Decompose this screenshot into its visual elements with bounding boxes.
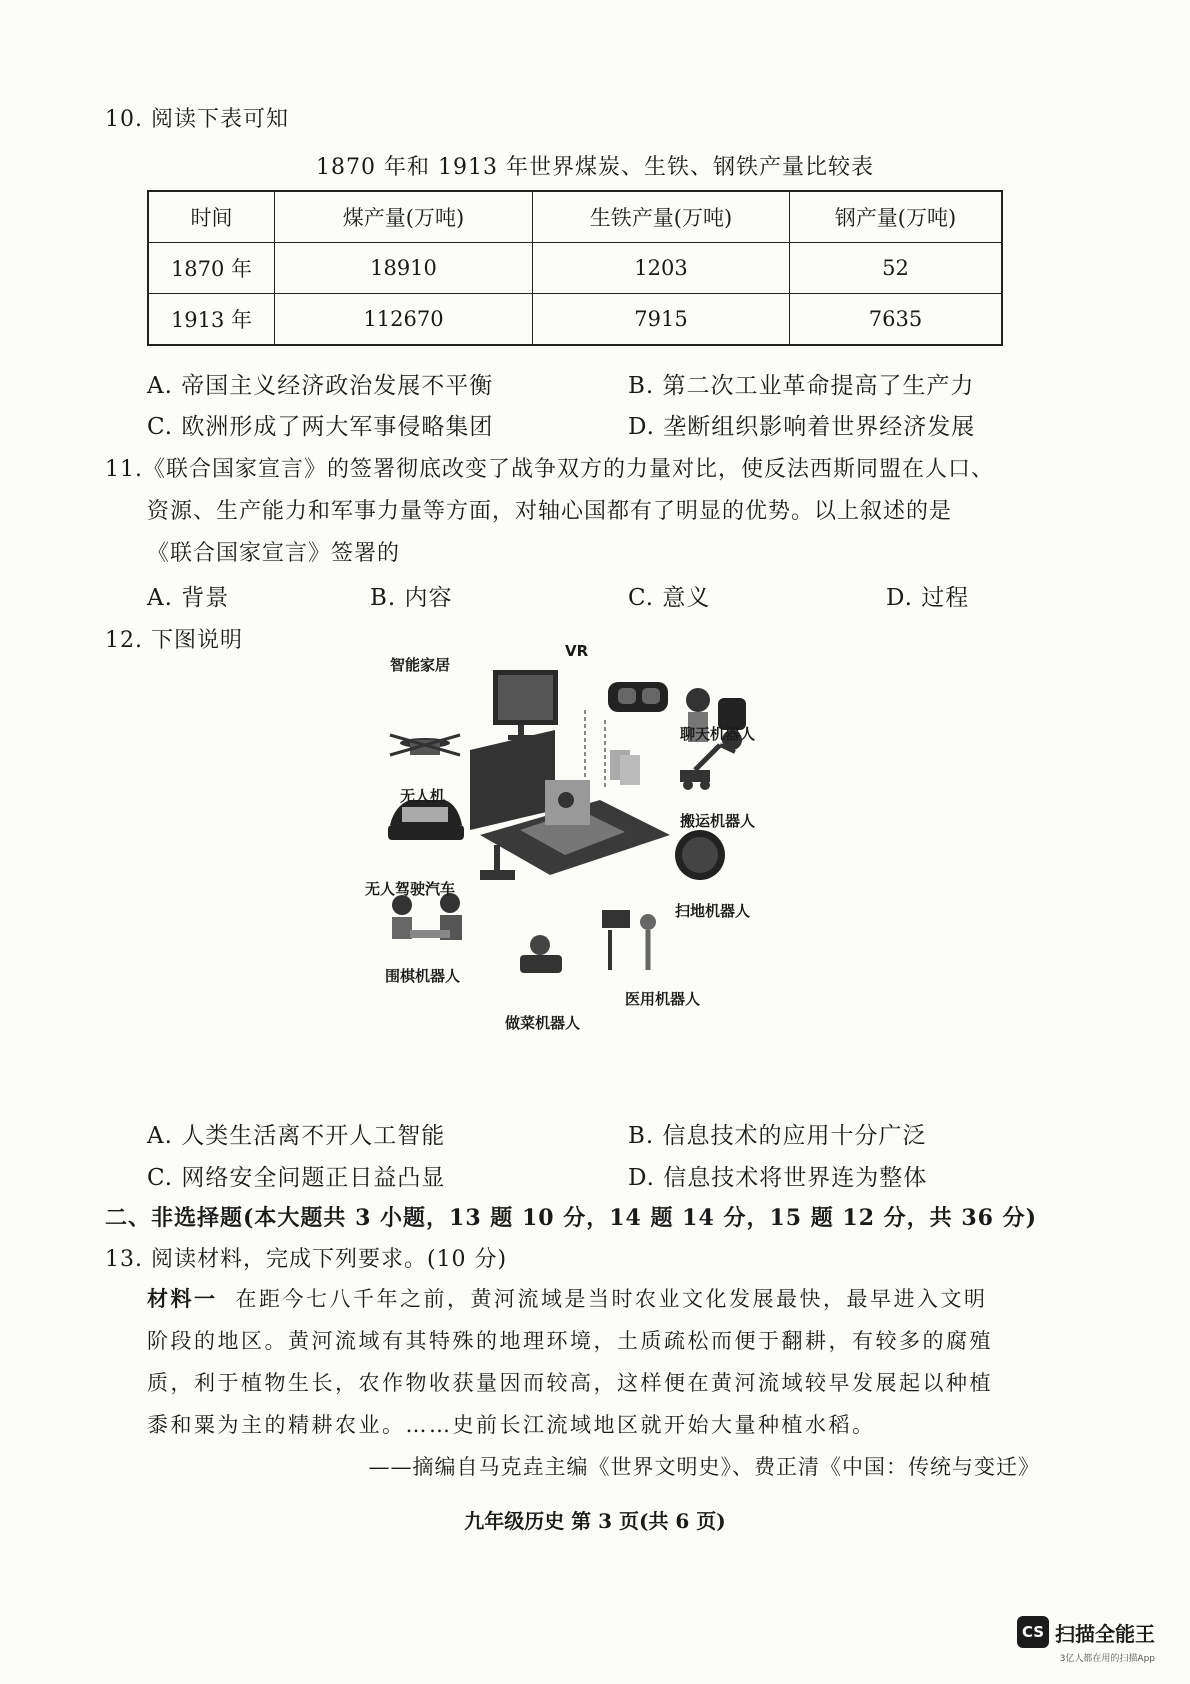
table-row	[148, 294, 1002, 346]
table-header: 煤产量(万吨)	[275, 191, 533, 243]
table-cell: 1870 年	[148, 243, 275, 294]
cooking-robot-icon	[520, 935, 562, 973]
transport-robot-icon	[680, 745, 735, 790]
smart-home-monitor-icon	[493, 670, 558, 740]
table-title: 1870 年和 1913 年世界煤炭、生铁、钢铁产量比较表	[316, 155, 874, 180]
production-table	[147, 190, 1003, 346]
material-line-4: 黍和粟为主的精耕农业。……史前长江流域地区就开始大量种植水稻。	[147, 1413, 876, 1437]
material-source: ——摘编自马克垚主编《世界文明史》、费正清《中国：传统与变迁》	[368, 1455, 1040, 1479]
label-cooking-robot: 做菜机器人	[505, 1014, 581, 1032]
q11-line-1: 11.《联合国家宣言》的签署彻底改变了战争双方的力量对比，使反法西斯同盟在人口、	[105, 457, 994, 482]
question-10-stem: 10. 阅读下表可知	[105, 107, 289, 132]
table-cell: 112670	[275, 294, 533, 346]
camscanner-logo-icon: CS	[1017, 1616, 1049, 1648]
label-vr: VR	[565, 642, 589, 660]
q11-option-a: A. 背景	[147, 585, 230, 611]
drone-icon	[390, 735, 460, 755]
section-2-heading: 二、非选择题(本大题共 3 小题，13 题 10 分，14 题 14 分，15 题 12 分，共 36 分)	[105, 1205, 1038, 1231]
q10-option-a: A. 帝国主义经济政治发展不平衡	[147, 373, 494, 399]
q11-line-2: 资源、生产能力和军事力量等方面，对轴心国都有了明显的优势。以上叙述的是	[147, 499, 953, 524]
question-13-stem: 13. 阅读材料，完成下列要求。(10 分)	[105, 1247, 508, 1272]
table-cell: 1203	[533, 243, 790, 294]
label-transport-robot: 搬运机器人	[680, 812, 756, 830]
label-smart-home: 智能家居	[390, 656, 451, 674]
ai-applications-figure	[365, 642, 820, 1100]
label-sweeping-robot: 扫地机器人	[675, 902, 751, 920]
medical-robot-icon	[602, 910, 656, 970]
q11-option-c: C. 意义	[628, 585, 711, 611]
camscanner-name: 扫描全能王	[1055, 1621, 1155, 1646]
table-header: 钢产量(万吨)	[790, 191, 1003, 243]
go-robot-icon	[392, 893, 462, 940]
label-chat-robot: 聊天机器人	[680, 725, 756, 743]
q11-option-b: B. 内容	[370, 585, 453, 611]
q10-option-c: C. 欧洲形成了两大军事侵略集团	[147, 414, 494, 440]
table-header: 时间	[148, 191, 275, 243]
material-line-3: 质，利于植物生长，农作物收获量因而较高，这样便在黄河流域较早发展起以种植	[147, 1371, 993, 1395]
table-cell: 1913 年	[148, 294, 275, 346]
table-cell: 7915	[533, 294, 790, 346]
material-line-1: 在距今七八千年之前，黄河流域是当时农业文化发展最快，最早进入文明	[235, 1287, 988, 1311]
self-driving-car-icon	[388, 800, 464, 840]
label-drone: 无人机	[400, 787, 446, 805]
label-self-driving: 无人驾驶汽车	[365, 880, 456, 898]
vr-headset-icon	[608, 682, 668, 712]
sweeping-robot-icon	[675, 830, 725, 880]
q12-option-b: B. 信息技术的应用十分广泛	[628, 1123, 927, 1149]
q12-option-c: C. 网络安全问题正日益凸显	[147, 1165, 446, 1191]
q10-option-d: D. 垄断组织影响着世界经济发展	[628, 414, 976, 440]
page-footer: 九年级历史 第 3 页(共 6 页)	[464, 1509, 726, 1533]
table-row	[148, 243, 1002, 294]
q12-option-d: D. 信息技术将世界连为整体	[628, 1165, 928, 1191]
q11-line-3: 《联合国家宣言》签署的	[147, 541, 401, 566]
table-cell: 7635	[790, 294, 1003, 346]
camscanner-tagline: 3亿人都在用的扫描App	[1059, 1654, 1155, 1664]
table-cell: 52	[790, 243, 1003, 294]
table-cell: 18910	[275, 243, 533, 294]
material-line-2: 阶段的地区。黄河流域有其特殊的地理环境，土质疏松而便于翻耕，有较多的腐殖	[147, 1329, 993, 1353]
label-go-robot: 围棋机器人	[385, 967, 461, 985]
camscanner-watermark	[1017, 1616, 1155, 1664]
q12-option-a: A. 人类生活离不开人工智能	[147, 1123, 446, 1149]
table-header: 生铁产量(万吨)	[533, 191, 790, 243]
material-label: 材料一	[147, 1286, 218, 1311]
label-medical-robot: 医用机器人	[625, 990, 701, 1008]
question-12-stem: 12. 下图说明	[105, 628, 243, 653]
q10-option-b: B. 第二次工业革命提高了生产力	[628, 373, 975, 399]
table-header-row	[148, 191, 1002, 243]
q11-option-d: D. 过程	[886, 585, 970, 611]
